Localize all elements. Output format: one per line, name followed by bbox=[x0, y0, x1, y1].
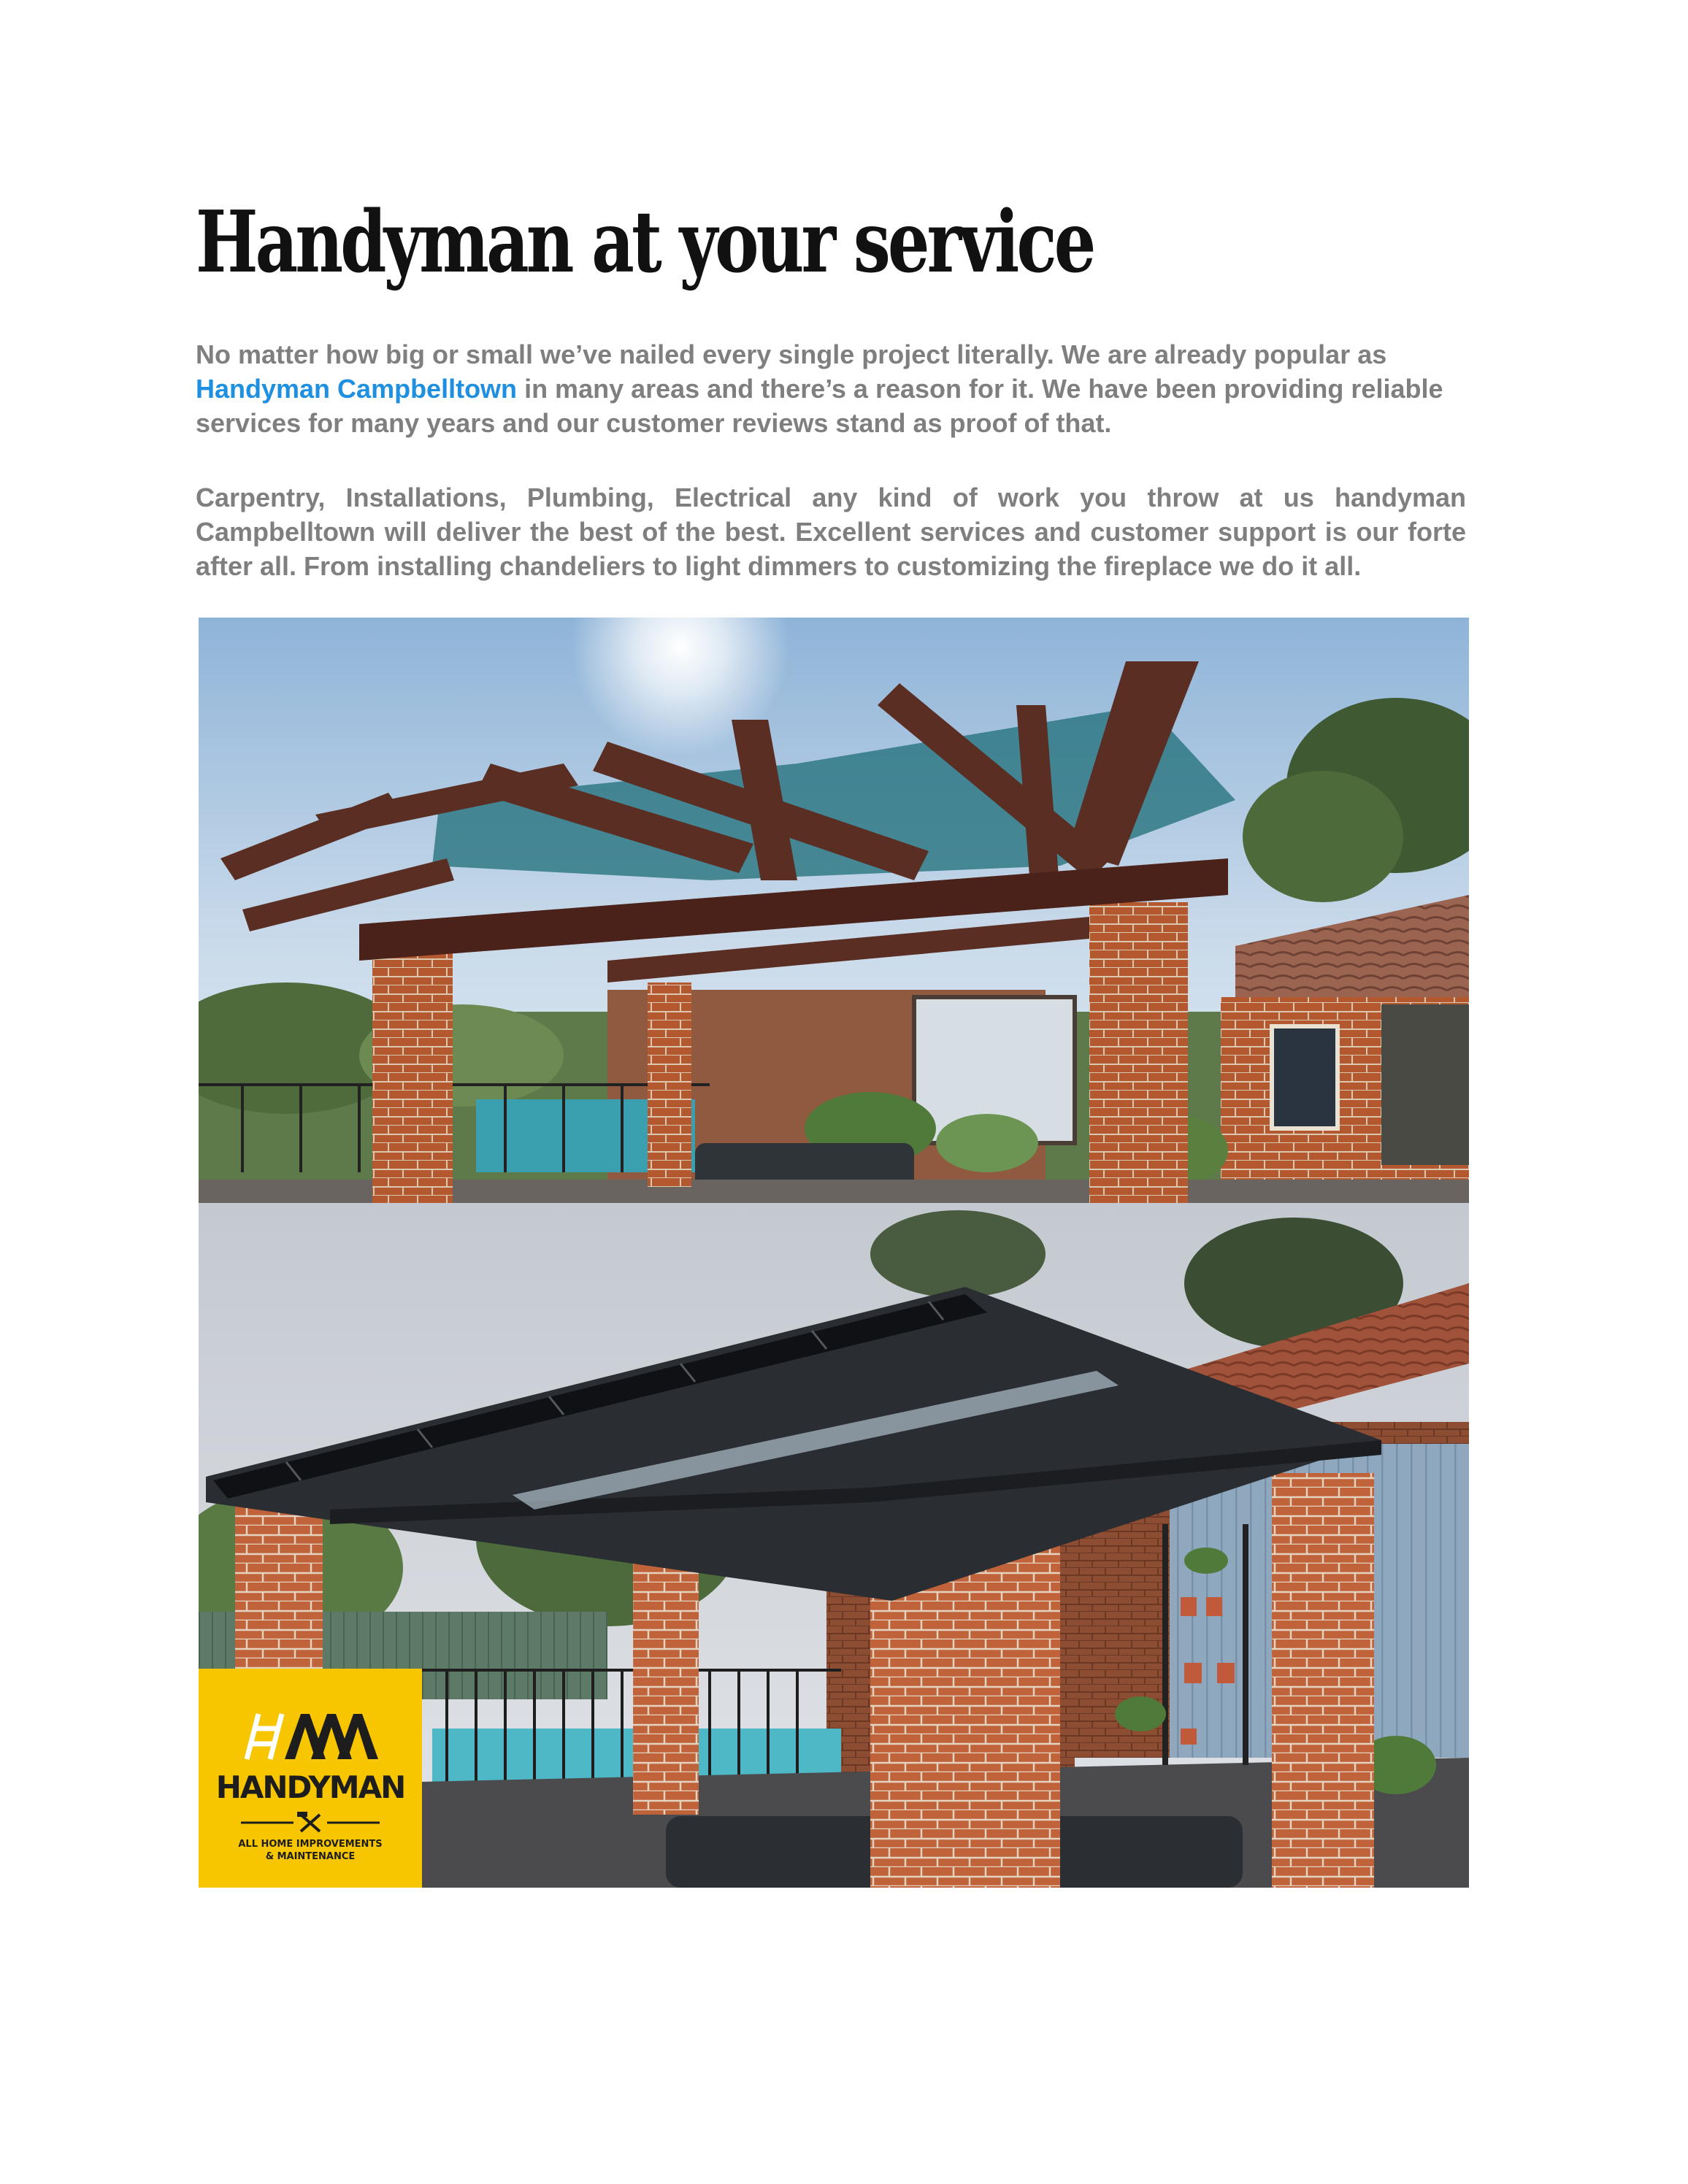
page-title: Handyman at your service bbox=[196, 193, 1094, 292]
services-paragraph: Carpentry, Installations, Plumbing, Electrical any kind of work you throw at us handyman Campbelltown will deliver the best of the best. Excellent services and customer support is our forte after all. From installing chandeliers to light dimmers to customizing the fireplace we do it all. bbox=[196, 482, 1466, 581]
logo-tagline-line1: ALL HOME IMPROVEMENTS bbox=[238, 1839, 383, 1850]
handyman-campbelltown-link[interactable]: Handyman Campbelltown bbox=[196, 374, 518, 404]
hammer-screwdriver-icon bbox=[241, 1812, 380, 1834]
ladder-logo-icon bbox=[239, 1711, 381, 1762]
after-pergola-photo bbox=[199, 1203, 1469, 1888]
logo-tagline bbox=[199, 1838, 422, 1863]
intro-text-start: No matter how big or small we’ve nailed every single project literally. We are already popular as bbox=[196, 339, 1387, 369]
before-pergola-photo bbox=[199, 618, 1469, 1203]
handyman-logo bbox=[199, 1669, 422, 1888]
intro-text-end: in many areas and there’s a reason for it. We have been providing reliable services for many years and our customer reviews stand as proof of that. bbox=[196, 374, 1443, 438]
logo-tagline-line2: & MAINTENANCE bbox=[265, 1851, 356, 1862]
intro-paragraph bbox=[196, 337, 1466, 440]
logo-wordmark: HANDYMAN bbox=[215, 1769, 405, 1805]
